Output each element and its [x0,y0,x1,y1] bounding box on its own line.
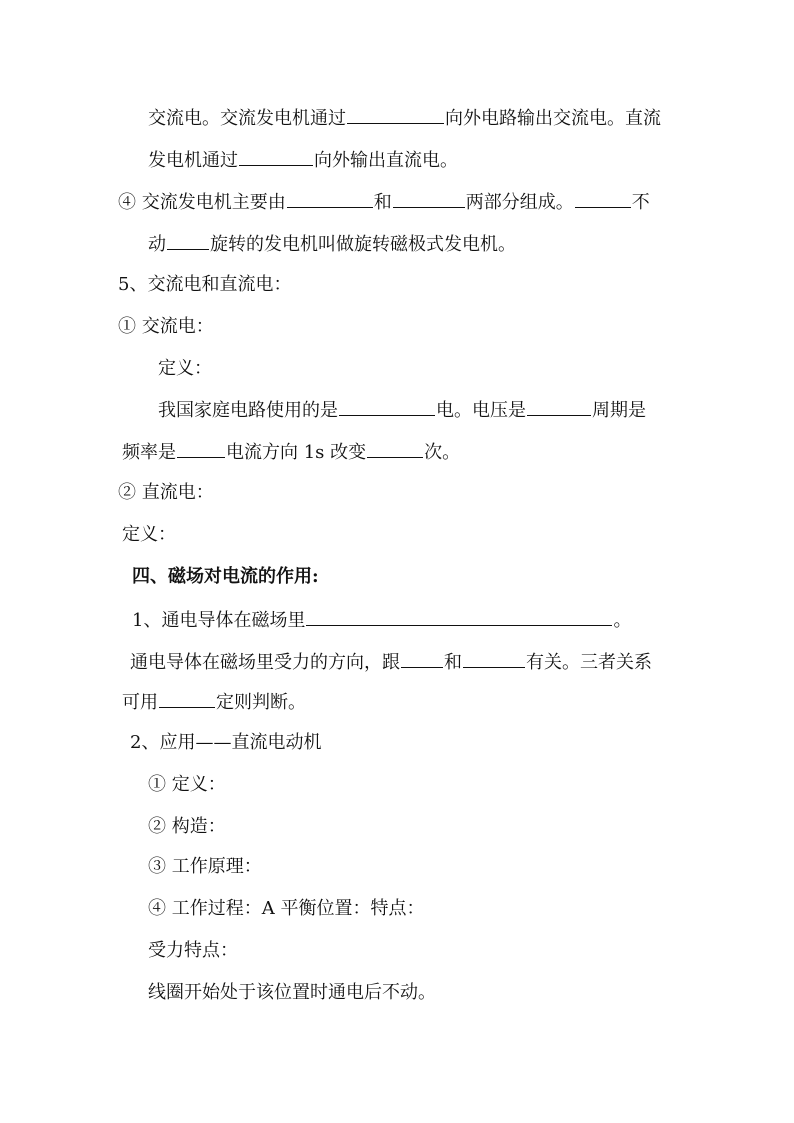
text-line [148,104,661,130]
text-line [122,688,306,714]
text-segment: ① 交流电： [118,316,214,337]
text-line [118,314,214,340]
text-line [148,980,436,1006]
text-segment: 旋转的发电机叫做旋转磁极式发电机。 [210,234,516,255]
text-segment: 定义： [122,524,176,545]
text-line [132,606,631,632]
section-heading: 2、应用——直流电动机 [130,732,322,753]
fill-blank [159,688,215,708]
text-segment: 四、磁场对电流的作用: [132,566,319,587]
fill-blank [463,648,525,668]
text-segment: ④ 交流发电机主要由 [118,192,286,213]
fill-blank [239,146,313,166]
text-segment: 我国家庭电路使用的是 [158,400,338,421]
text-line [148,938,238,964]
fill-blank [177,438,225,458]
text-segment: 可用 [122,692,158,713]
text-line [148,896,424,922]
fill-blank [393,188,465,208]
text-segment: 和 [373,192,392,213]
text-line [118,272,291,298]
text-line [118,480,214,506]
text-segment: 两部分组成。 [465,192,574,213]
text-line [130,648,652,674]
text-segment: 周期是 [592,400,646,421]
text-segment: 向外电路输出交流电。直流 [445,108,661,129]
section-heading: 5、交流电和直流电： [118,274,292,295]
fill-blank [287,188,373,208]
text-line [148,854,262,880]
text-segment: ① 定义： [148,774,226,795]
section-title [132,564,319,590]
text-segment: 交流电。交流发电机通过 [148,108,346,129]
text-segment: ② 构造： [148,816,226,837]
text-segment: ② 直流电： [118,482,214,503]
text-segment: 定则判断。 [216,692,306,713]
text-segment: ④ 工作过程：A 平衡位置：特点： [148,898,425,919]
fill-blank [575,188,631,208]
text-line [158,356,212,382]
text-segment: 受力特点： [148,940,238,961]
text-segment: 不 [631,192,650,213]
text-segment: 向外输出直流电。 [314,150,458,171]
text-segment: ③ 工作原理： [148,856,262,877]
fill-blank [167,230,209,250]
text-line [122,438,460,464]
text-line [148,230,516,256]
fill-blank [347,104,444,124]
text-line [118,188,650,214]
fill-blank [527,396,591,416]
text-segment: 发电机通过 [148,150,238,171]
fill-blank [367,438,423,458]
text-line [130,730,321,756]
text-line [148,814,226,840]
text-segment: 电。电压是 [436,400,526,421]
text-segment: 和 [444,652,462,673]
text-segment: 。 [613,610,632,631]
text-segment: 线圈开始处于该位置时通电后不动。 [148,982,436,1003]
text-segment: 1、通电导体在磁场里 [132,610,306,631]
text-segment: 动 [148,234,166,255]
text-line [148,772,226,798]
text-segment: 次。 [424,442,461,463]
text-segment: 频率是 [122,442,176,463]
text-segment: 有关。三者关系 [526,652,652,673]
fill-blank [339,396,435,416]
fill-blank [306,606,612,626]
text-segment: 通电导体在磁场里受力的方向，跟 [130,652,400,673]
text-line [122,522,176,548]
fill-blank [401,648,443,668]
text-segment: 定义： [158,358,212,379]
text-line [148,146,458,172]
text-segment: 电流方向 1s 改变 [226,442,367,463]
text-line [158,396,646,422]
